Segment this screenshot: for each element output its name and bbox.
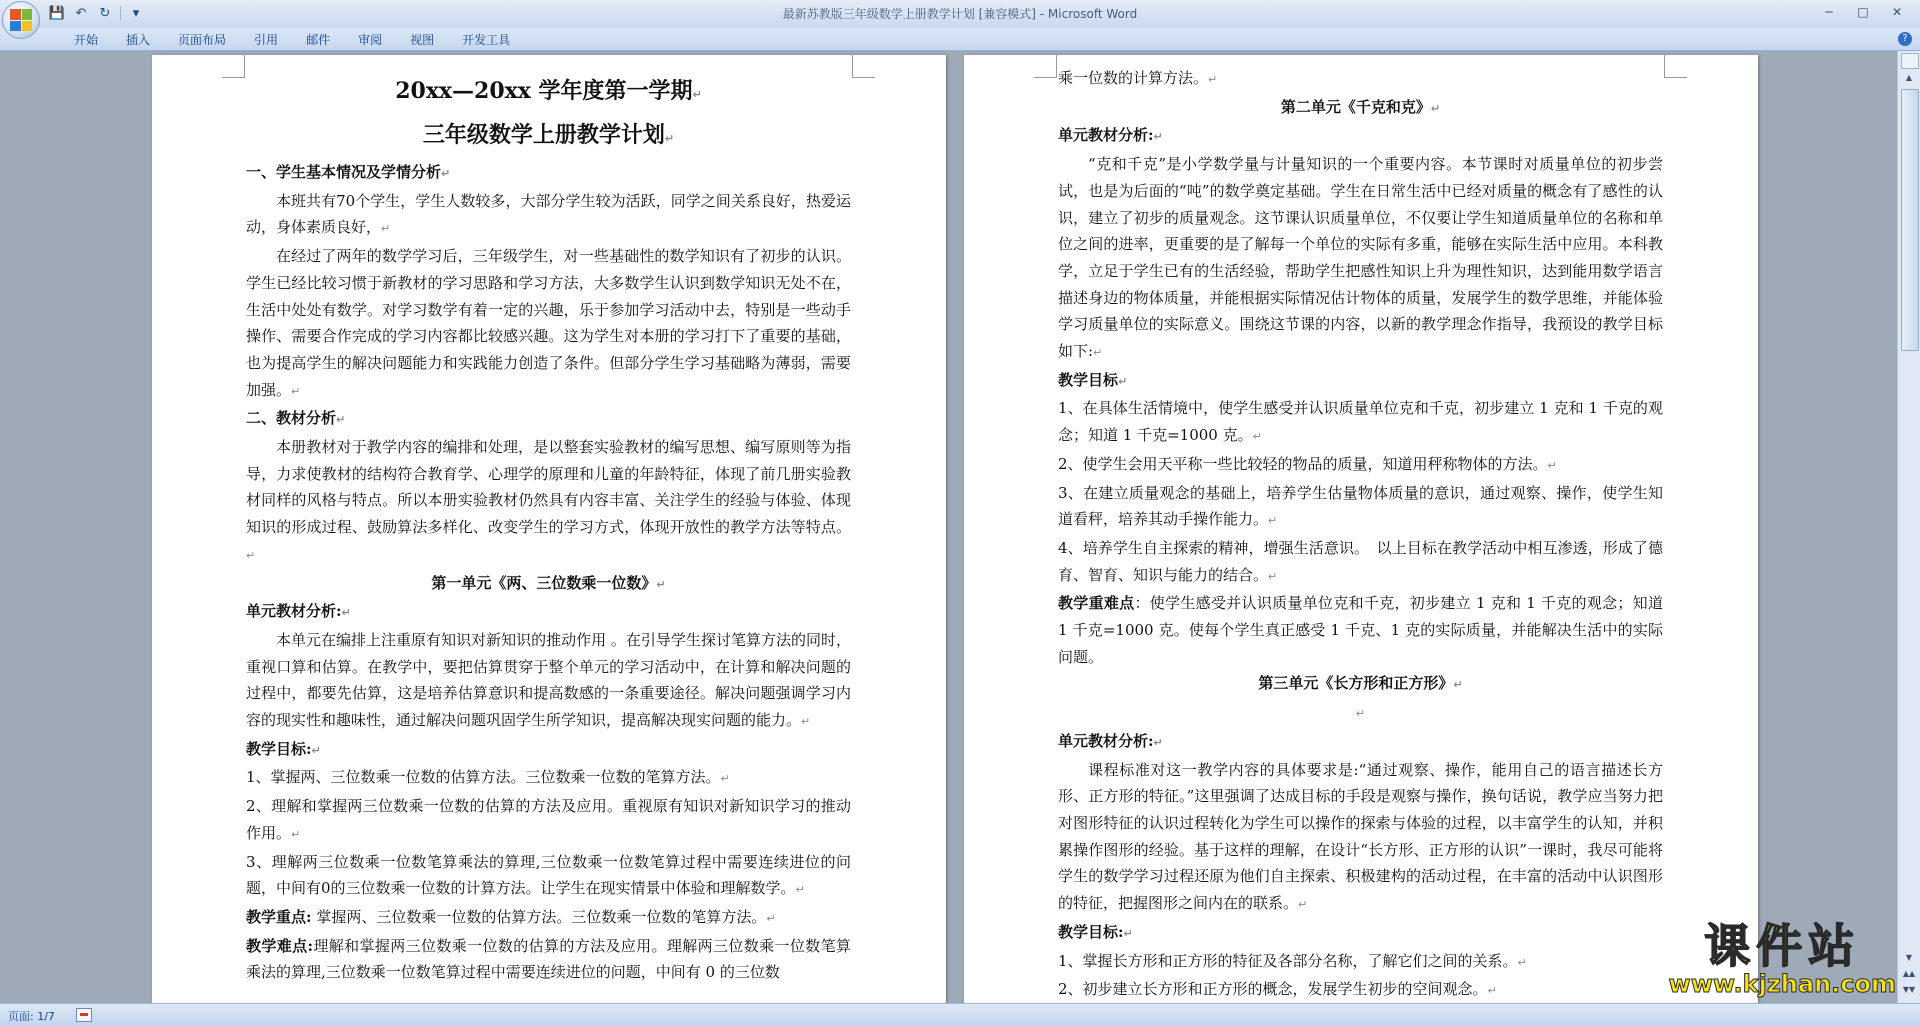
- tab-page-layout[interactable]: 页面布局: [178, 33, 227, 47]
- goal-item: 3、理解两三位数乘一位数笔算乘法的算理,三位数乘一位数笔算过程中需要连续进位的问题，中间有0的三位数乘一位数的计算方法。让学生在现实情景中体验和理解数学。↵: [246, 852, 851, 898]
- minimize-button[interactable]: ─: [1825, 5, 1833, 19]
- proofing-status-icon[interactable]: [76, 1008, 92, 1022]
- goal-item: 2、使学生会用天平称一些比较轻的物品的质量，知道用秤称物体的方法。↵: [1058, 454, 1557, 473]
- tab-references[interactable]: 引用: [254, 33, 279, 47]
- tab-mailings[interactable]: 邮件: [306, 33, 331, 47]
- goal-item: 1、在具体生活情境中，使学生感受并认识质量单位克和千克，初步建立 1 克和 1 千克的观念；知道 1 千克=1000 克。↵: [1058, 399, 1663, 445]
- paragraph: 课程标准对这一教学内容的具体要求是:“通过观察、操作，能用自己的语言描述长方形、正方形的特征。”这里强调了达成目标的手段是观察与操作，换句话说，教学应当努力把对图形特征的认识过程转化为学生可以操作的探索与体验的过程，以丰富学生的认知，并积累操作图形的经验。基于这样的理解，在设计“长方形、正方形的认识”一课时，我尽可能将学生的数学学习过程还原为他们自主探索、积极建构的活动过程，在丰富的活动中认识图形的特征，把握图形之间内在的联系。↵: [1058, 760, 1663, 913]
- office-logo-icon: [10, 9, 32, 31]
- difficulty-point: 教学难点:理解和掌握两三位数乘一位数的估算的方法及应用。理解两三位数乘一位数笔算乘法的算理,三位数乘一位数笔算过程中需要连续进位的问题，中间有 0 的三位数: [246, 936, 851, 982]
- goal-item: 3、在建立质量观念的基础上，培养学生估量物体质量的意识，通过观察、操作，使学生知道看秤，培养其动手操作能力。↵: [1058, 483, 1663, 529]
- undo-icon[interactable]: ↶: [75, 5, 87, 21]
- document-page-1[interactable]: [152, 55, 946, 1003]
- document-title-line1: 20xx—20xx 学年度第一学期↵: [395, 78, 702, 104]
- next-page-icon[interactable]: ▼▼: [1902, 985, 1916, 994]
- document-title-line2: 三年级数学上册教学计划↵: [422, 122, 675, 148]
- watermark-url: www.kjzhan.com: [1668, 970, 1896, 998]
- watermark-title: 课件站: [1704, 919, 1861, 973]
- unit-title: 第二单元《千克和克》↵: [1280, 97, 1441, 116]
- tab-insert[interactable]: 插入: [126, 33, 151, 47]
- goals-label: 教学目标↵: [1058, 370, 1128, 389]
- ruler-toggle-button[interactable]: [1901, 53, 1919, 69]
- vertical-scrollbar[interactable]: [1897, 51, 1920, 1003]
- paragraph: 在经过了两年的数学学习后，三年级学生，对一些基础性的数学知识有了初步的认识。学生已经比较习惯于新教材的学习思路和学习方法，大多数学生认识到数学知识无处不在，生活中处处有数学。对学习数学有着一定的兴趣，乐于参加学习活动中去，特别是一些动手操作、需要合作完成的学习内容都比较感兴趣。这为学生对本册的学习打下了重要的基础，也为提高学生的解决问题能力和实践能力创造了条件。但部分学生学习基础略为薄弱，需要加强。↵: [246, 247, 851, 399]
- section-heading: 二、教材分析↵: [246, 409, 346, 428]
- page-counter[interactable]: 页面: 1/7: [8, 1010, 55, 1023]
- customize-toolbar-icon[interactable]: ▾: [132, 5, 140, 21]
- ribbon-tabs: [60, 31, 524, 49]
- tab-developer[interactable]: 开发工具: [462, 33, 511, 47]
- window-title: 最新苏教版三年级数学上册教学计划 [兼容模式] - Microsoft Word: [782, 7, 1138, 21]
- goal-item: 1、掌握长方形和正方形的特征及各部分名称，了解它们之间的关系。↵: [1058, 951, 1527, 970]
- save-icon[interactable]: 💾: [48, 5, 66, 21]
- tab-view[interactable]: 视图: [410, 33, 435, 47]
- unit-title: 第三单元《长方形和正方形》↵: [1258, 674, 1463, 693]
- page-2-content: [1058, 65, 1663, 1003]
- margin-corner-mark: [852, 55, 875, 78]
- maximize-button[interactable]: □: [1857, 5, 1869, 19]
- goals-label: 教学目标:↵: [246, 739, 321, 758]
- scroll-down-arrow-icon[interactable]: ▼: [1905, 953, 1913, 962]
- margin-corner-mark: [222, 55, 245, 78]
- key-difficulty-point: 教学重难点：使学生感受并认识质量单位克和千克，初步建立 1 克和 1 千克的观念；知道 1 千克=1000 克。使每个学生真正感受 1 千克、1 克的实际质量，并能解决生活中的实际问题。: [1058, 594, 1663, 666]
- goal-item: 2、理解和掌握两三位数乘一位数的估算的方法及应用。重视原有知识对新知识学习的推动作用。↵: [246, 797, 851, 842]
- previous-page-icon[interactable]: ▲▲: [1902, 969, 1916, 978]
- paragraph: 乘一位数的计算方法。↵: [1058, 69, 1218, 87]
- goal-item: 4、培养学生自主探索的精神，增强生活意识。 以上目标在教学活动中相互渗透，形成了德育、智育、知识与能力的结合。↵: [1058, 538, 1663, 584]
- ribbon: [0, 28, 1920, 51]
- tab-review[interactable]: 审阅: [358, 33, 383, 47]
- redo-icon[interactable]: ↻: [99, 5, 111, 21]
- margin-corner-mark: [1664, 55, 1687, 78]
- tab-home[interactable]: 开始: [74, 33, 99, 47]
- page-1-content: [246, 71, 851, 986]
- goal-item: 2、初步建立长方形和正方形的概念，发展学生初步的空间观念。↵: [1058, 980, 1497, 999]
- close-button[interactable]: ✕: [1891, 5, 1903, 19]
- margin-corner-mark: [1034, 55, 1057, 78]
- status-bar: [0, 1003, 1920, 1026]
- scroll-up-arrow-icon[interactable]: ▲: [1905, 73, 1913, 82]
- key-point: 教学重点: 掌握两、三位数乘一位数的估算方法。三位数乘一位数的笔算方法。↵: [246, 907, 776, 926]
- document-page-2[interactable]: [964, 55, 1758, 1003]
- unit-analysis-label: 单元教材分析:↵: [1058, 731, 1163, 750]
- section-heading: 一、学生基本情况及学情分析↵: [246, 163, 451, 181]
- window-controls: [1812, 2, 1914, 22]
- title-bar: [0, 0, 1920, 29]
- scrollbar-thumb[interactable]: [1901, 89, 1919, 351]
- empty-paragraph: ↵: [1355, 707, 1366, 721]
- unit-analysis-label: 单元教材分析:↵: [246, 602, 351, 621]
- paragraph: 本班共有70个学生，学生人数较多，大部分学生较为活跃，同学之间关系良好，热爱运动，身体素质良好，↵: [246, 191, 851, 237]
- paragraph: 本册教材对于教学内容的编排和处理，是以整套实验教材的编写思想、编写原则等为指导，力求使教材的结构符合教育学、心理学的原理和儿童的年龄特征，体现了前几册实验教材同样的风格与特点。所以本册实验教材仍然具有内容丰富、关注学生的经验与体验、体现知识的形成过程、鼓励算法多样化、改变学生的学习方式，体现开放性的教学方法等特点。↵: [246, 438, 851, 562]
- document-workspace[interactable]: [0, 51, 1898, 1003]
- paragraph: “克和千克”是小学数学量与计量知识的一个重要内容。本节课时对质量单位的初步尝试，也是为后面的“吨”的数学奠定基础。学生在日常生活中已经对质量的概念有了感性的认识，建立了初步的质量观念。这节课认识质量单位，不仅要让学生知道质量单位的名称和单位之间的进率，更重要的是了解每一个单位的实际有多重，能够在实际生活中应用。本科教学，立足于学生已有的生活经验，帮助学生把感性知识上升为理性知识，达到能用数学语言描述身边的物体质量，并能根据实际情况估计物体的质量，发展学生的数学思维，并能体验学习质量单位的实际意义。围绕这节课的内容，以新的教学理念作指导，我预设的教学目标如下:↵: [1058, 155, 1663, 361]
- office-button[interactable]: [2, 1, 40, 39]
- help-icon[interactable]: ?: [1898, 32, 1912, 46]
- watermark-logo: [1669, 921, 1896, 997]
- unit-title: 第一单元《两、三位数乘一位数》↵: [431, 573, 666, 592]
- goal-item: 1、掌握两、三位数乘一位数的估算方法。三位数乘一位数的笔算方法。↵: [246, 768, 730, 787]
- paragraph: 本单元在编排上注重原有知识对新知识的推动作用 。在引导学生探讨笔算方法的同时，重视口算和估算。在教学中，要把估算贯穿于整个单元的学习活动中，在计算和解决问题的过程中，都要先估算，这是培养估算意识和提高数感的一条重要途径。解决问题强调学习内容的现实性和趣味性，通过解决问题巩固学生所学知识，提高解决现实问题的能力。↵: [246, 630, 851, 730]
- goals-label: 教学目标:↵: [1058, 922, 1133, 941]
- unit-analysis-label: 单元教材分析:↵: [1058, 126, 1163, 145]
